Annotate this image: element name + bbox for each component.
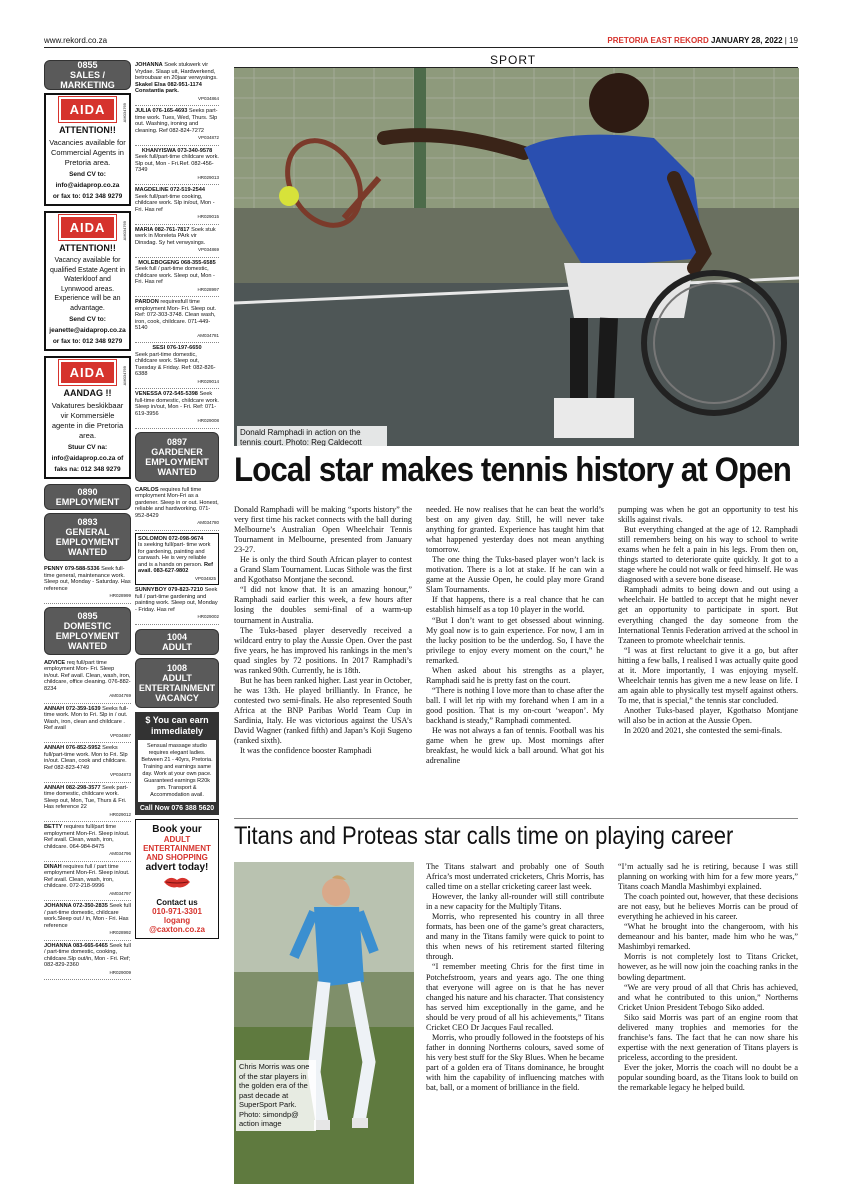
aida-logo: AIDA — [59, 360, 116, 385]
classified-ad-dinah — [44, 862, 131, 902]
ad-email: jeanette@aidaprop.co.za — [49, 327, 126, 334]
classified-ad-julia — [135, 106, 219, 146]
ad-text: Seek part-time domestic, childcare work. Sleep out, Mon, Tue, Thurs & Fri. Has reference 22 — [44, 784, 128, 810]
category-1004: 1004 ADULT — [135, 629, 219, 655]
classifieds-column-1 — [44, 60, 131, 980]
ad-text: Seeks full/part-time work. Mon to Fri. Slp in/out. Clean, cook and childcare. Ref 082-823-4749 — [44, 745, 128, 771]
paragraph: Morris, who proudly followed in the footsteps of his father in donning Northerns colours, saved some of his very best stuff for the Sky Blues. When he became part of a golden era of Titans dominance, he brought with him the capability of influencing matches with bat, ball, or a moment of brilliance in the field. — [426, 1032, 604, 1093]
ad-ref: HR029009 — [109, 969, 131, 975]
paragraph: In 2020 and 2021, she contested the semi-finals. — [624, 726, 783, 736]
ad-ref: AM034796 — [109, 851, 131, 856]
paragraph: “I did not know that. It is an amazing honour,” Ramphadi said earlier this week, a few hours after losing the doubles semi-final of a warm-up tournament in Australia. — [234, 585, 412, 625]
ad-text: Seek full / part-time domestic, childcare work. Sleep out, Mon - Fri. Has ref — [135, 266, 215, 285]
article-column-3 — [618, 505, 798, 736]
ad-heading: AANDAG !! — [63, 388, 112, 398]
cricket-photo — [234, 862, 414, 1184]
ad-text: requiresfull time employment Mon- Fri. Sleep out. Ref: 072-303-3748. Clean wash, iron, cook, childcare. 071-449-5140 — [135, 299, 217, 331]
classified-ad-annah-1 — [44, 704, 131, 744]
paragraph: “I’m actually sad he is retiring, because I was still planning on working with him for a few more years,” Titans coach Mandla Mashimbyi explained. — [618, 862, 798, 892]
paragraph: “What he brought into the changeroom, with his demeanour and his banter, made him who he was,” Mashimbyi remarked. — [618, 922, 798, 952]
paragraph: “There is nothing I love more than to chase after the ball. I will let rip with my forehand when I am in a good position. That is my on-court ‘weapon’. My backhand is steady,” Ramphadi commented. — [426, 685, 604, 725]
classified-ad-carlos — [135, 485, 219, 531]
ad-ref: HR028997 — [197, 286, 219, 292]
classified-ad-solomon — [135, 533, 219, 586]
ad-ref: AM034769 — [109, 693, 131, 698]
ad-heading: ATTENTION!! — [59, 243, 116, 253]
paragraph: Ramphadi admits to being down and out using a wheelchair. He battled to accept that he might never get an opportunity to participate in sport. But everything changed the day someone from the International Tennis Federation arrived at the school in Tzaneen to promote wheelchair tennis. — [618, 585, 798, 645]
ad-text: Seek full/part-time cooking, childcare work. Slp in/out, Mon - Fri. Has ref — [135, 193, 215, 213]
classified-ad-betty — [44, 822, 131, 862]
ad-ref: VP034864 — [197, 95, 219, 101]
ad-ref: VP034869 — [197, 247, 219, 252]
classified-ad-magdeline — [135, 185, 219, 225]
ad-name: DINAH — [44, 863, 62, 870]
ad-name: MARIA 082-761-7817 — [135, 226, 190, 233]
paragraph: Donald Ramphadi will be making “sports history” the very first time his racket connects with the ball during Melbourne’s Australian Open Wheelchair Tennis Tournament in Melbourne, presented from January 23-27. — [234, 505, 412, 555]
ad-email: info@aidaprop.co.za of — [51, 455, 124, 462]
aida-ad-2 — [44, 211, 131, 351]
ad-name: VENESSA 072-545-5398 — [135, 391, 198, 397]
ad-text: Seek full-time domestic, childcare work. Sleep in/out, Mon - Fri. Ref: 071-619-3956 — [135, 391, 219, 417]
ad-text: Soek stuk werk in Moreleta PArk vir Dinsdag. Sy het verwysings. — [135, 226, 216, 246]
classified-ad-johanna — [135, 60, 219, 106]
paragraph: The Tuks-based player deservedly received a wildcard entry to play the Aussie Open. Over the past five years, he has improved his rankings in the men’s quad singles by 72 positions. In 2017 Ramphadi’s was ranked 90th. Currently, he is 18th. — [234, 625, 412, 675]
aida-ad-1 — [44, 93, 131, 206]
ad-text: req full/part time employment Mon- Fri. Sleep in/out. Ref avail. Clean, wash, iron, childcare, office cleaning. 076-882-8234 — [44, 659, 131, 692]
category-1008: 1008 ADULT ENTERTAINMENT VACANCY — [135, 658, 219, 708]
article-divider — [234, 818, 798, 819]
ad-name: PENNY 079-588-5336 — [44, 566, 100, 572]
paragraph: Morris is not completely lost to Titans Cricket, however, as he will now join the coaching ranks in the bowling department. — [618, 952, 798, 982]
paragraph: He is only the third South African player to contest a Grand Slam Tournament. Lucas Sithole was the first and Kgothatso Montjane the second. — [234, 555, 412, 585]
paragraph: Ever the joker, Morris the coach will no doubt be a popular sounding board, as the Titans look to build on the remarkable legacy he helped build. — [618, 1062, 798, 1093]
ad-text: Seek full / part-time gardening and painting work. Sleep out, Monday - Friday. Has ref — [135, 587, 218, 613]
paragraph: It was the confidence booster Ramphadi — [240, 746, 372, 756]
article-headline-2: Titans and Proteas star calls time on playing career — [234, 822, 734, 850]
ad-ref: AM034780 — [197, 520, 219, 525]
classified-ad-khanyiswa — [135, 146, 219, 186]
book-advert-ad — [135, 819, 219, 939]
page-number: 19 — [789, 36, 798, 45]
ad-fax: faks na: 012 348 9279 — [54, 466, 121, 473]
ad-text: Seek full / part-time domestic, childcare work.Sleep out / in, Mon - Fri. Has reference — [44, 903, 131, 929]
ad-ref: VP034872 — [197, 135, 219, 140]
ad-text: Seeks full-time work. Mon to Fri. Slp in / out. Wash, iron, clean and childcare . Ref avail — [44, 705, 129, 731]
ad-ref: HR029012 — [109, 811, 131, 817]
tennis-photo — [234, 68, 799, 446]
ad-name: JOHANNA 083-665-6465 — [44, 942, 108, 949]
ad-ref: HR029015 — [197, 214, 219, 219]
ad-text: Seek part-time domestic, childcare work. Sleep out, Tuesday & Friday. Ref: 082-826-6388 — [135, 351, 216, 377]
ad-phone: Call Now 076 388 5620 — [139, 804, 215, 812]
website-url: www.rekord.co.za — [44, 36, 108, 45]
classified-ad-pardon — [135, 297, 219, 343]
paragraph: “I remember meeting Chris for the first time in Potchefstroom, years and years ago. The one thing that everyone will agree on is that he has never changed his nature and his character. That consistency has served him exceptionally in the game, and he should be very proud of all his achievements,” Titans Cricket CEO Dr Jacques Faul recalled. — [426, 962, 604, 1032]
ad-name: SOLOMON 072-098-9674 — [138, 535, 204, 542]
contact-email-user: logang — [163, 915, 191, 925]
ad-line-2: ADULT ENTERTAINMENT AND SHOPPING — [143, 834, 211, 862]
ad-text: Seek full-time general, maintenance work. Sleep out, Monday - Saturday. Has reference — [44, 566, 131, 592]
paragraph: “We are very proud of all that Chris has achieved, and what he contributed to this union,” Northerns Cricket Union President Tebogo Siko added. — [618, 982, 798, 1012]
category-0895: 0895 DOMESTIC EMPLOYMENT WANTED — [44, 607, 131, 655]
ad-heading: ATTENTION!! — [59, 125, 116, 135]
ad-body: Vacancy available for qualified Estate Agent in Waterkloof and Lynnwood areas. Experience will be an advantage. — [49, 257, 126, 312]
category-0897: 0897 GARDENER EMPLOYMENT WANTED — [135, 432, 219, 482]
header-rule — [44, 47, 798, 48]
article-column-2 — [426, 505, 604, 766]
ad-text: requires full time employment Mon-Fri as a gardener. Sleep in or out. Honest, reliable and hardworking. 071-952-8429 — [135, 486, 219, 519]
paragraph: But he has been ranked higher. Last year in October, he was 13th. He played brilliantly. In France, he contested two semi-finals. He also represented South Africa at the BNP Paribas World Team Cup in Sardinia, Italy. He was victorious against the USA’s David Wagner (ranked fifth) and Japan’s Koji Sugeno (ranked sixth). — [234, 675, 412, 746]
classified-ad-sunnyboy — [135, 585, 219, 625]
ad-name: SESI 076-197-6650 — [152, 345, 202, 351]
ad-text: Seek full/part-time childcare work. Slp out, Mon - Fri.Ref. 082-456-7349 — [135, 154, 219, 173]
ad-text: Is seeking full/part- time work for gardening, painting and carwash. He is very reliable and is a hands on person. — [138, 542, 211, 568]
contact-phone: 010-971-3301 — [152, 906, 202, 916]
ad-text: requires full/part time employment Mon-Fri. Sleep in/out. Ref avail. Clean, wash, iron, childcare. 064-984-8475 — [44, 824, 130, 850]
aida-logo: AIDA — [59, 97, 116, 122]
paragraph: But everything changed at the age of 12. Ramphadi still remembers being on his way to school to write exams when he felt a pain in his legs. From then on, things started to deteriorate quite quickly. It got to a stage where he could not walk or feed himself. He was diagnosed with a severe bone disease. — [618, 525, 798, 585]
paragraph: When asked about his strengths as a player, Ramphadi said he is pretty fast on the court. — [426, 665, 604, 685]
ad-name: MOLEBOGENG 068-355-6585 — [138, 259, 216, 266]
paragraph: needed. He now realises that he can beat the world’s best on any given day. Still, he will never take anything for granted. Experience has taught him that what happened yesterday does not mean anything tomorrow. — [426, 505, 604, 555]
contact-email-domain: @caxton.co.za — [149, 924, 205, 934]
ad-cv-line: Send CV to: — [69, 316, 106, 323]
ad-ref: VP034867 — [109, 732, 131, 738]
paragraph: Another Tuks-based player, Kgothatso Montjane will also be in action at the Aussie Open. — [618, 705, 798, 725]
dollar-icon: $ — [145, 714, 151, 725]
classified-ad-annah-3 — [44, 783, 131, 823]
massage-studio-ad — [135, 712, 219, 815]
ad-fax: or fax to: 012 348 9279 — [52, 193, 123, 200]
ad-name: JOHANNA 072-350-2835 — [44, 903, 108, 909]
classifieds-column-2 — [135, 60, 219, 939]
wheelchair-tennis-image — [234, 68, 799, 446]
ad-body: Vacancies available for Commercial Agents in Pretoria area. — [49, 138, 126, 167]
classified-ad-penny — [44, 564, 131, 604]
article-2-column-2 — [618, 862, 798, 1093]
issue-date: JANUARY 28, 2022 — [710, 36, 783, 45]
classified-ad-advice — [44, 658, 131, 704]
ad-name: MAGDELINE 072-519-2544 — [135, 187, 205, 193]
paragraph: He was not always a fan of tennis. Football was his game when he grew up. Most mornings after breakfast, he would kick a ball around. What got his adrenaline — [426, 726, 604, 766]
article-headline: Local star makes tennis history at Open — [234, 451, 791, 489]
category-0893: 0893 GENERAL EMPLOYMENT WANTED — [44, 513, 131, 561]
ad-name: PARDON — [135, 299, 159, 305]
ad-ref: HR029002 — [197, 614, 219, 619]
ad-headline: $ You can earn immediately — [145, 714, 209, 736]
ad-ref: AM034797 — [109, 890, 131, 896]
ad-name: KHANYISWA 073-340-9578 — [141, 147, 213, 154]
ad-ref: HR029013 — [197, 174, 219, 180]
section-title: SPORT — [490, 53, 537, 67]
ad-name: JOHANNA — [135, 62, 163, 68]
ad-fax: or fax to: 012 348 9279 — [52, 338, 123, 345]
classified-ad-sesi — [135, 343, 219, 389]
ad-name: JULIA 076-165-4693 — [135, 108, 188, 114]
ad-text: Seek full / part-time domestic, cooking, childcare.Slp out/in, Mon - Fri. Ref; 082-829-2360 — [44, 942, 131, 968]
ad-ref: VP034825 — [194, 575, 216, 581]
ad-name: SUNNYBOY 079-823-7210 — [135, 587, 203, 593]
contact-label: Contact us — [156, 897, 198, 907]
paragraph: Morris, who represented his country in all three formats, has been one of the game’s great characters, and many in the Titans family were quick to point to this when news of his retirement started filtering through. — [426, 912, 604, 962]
classified-ad-johanna-1 — [44, 901, 131, 941]
paragraph: pumping was when he got an opportunity to test his skills against rivals. — [618, 505, 798, 525]
cricketer-image — [234, 862, 414, 1184]
ad-ref: HR028999 — [109, 593, 131, 598]
lips-icon — [162, 875, 192, 889]
paragraph: If that happens, there is a real chance that he can establish himself as a top 10 player in the world. — [426, 595, 604, 615]
ad-ref: AM034769 — [122, 366, 127, 386]
ad-line-1: Book your — [152, 823, 202, 835]
ad-contact: Skakel Elsa 082-951-1174 Constantia park. — [135, 81, 202, 94]
paragraph: “But I don’t want to get obsessed about winning. My goal now is to gain experience. For now, I am in the lucky position to be the underdog. So, I have the privilege to enjoy every moment on the court,” he remarked. — [426, 615, 604, 665]
paragraph: The coach pointed out, however, that these decisions are not easy, but he believes Morris can be proud of everything he achieved in his career. — [618, 892, 798, 922]
article-column-1 — [234, 505, 412, 756]
ad-email: info@aidaprop.co.za — [55, 182, 120, 189]
article-2-column-1 — [426, 862, 604, 1093]
ad-ref: HR029014 — [197, 378, 219, 384]
category-0890: 0890 EMPLOYMENT — [44, 484, 131, 510]
classified-ad-annah-2 — [44, 743, 131, 783]
ad-body: Sensual massage studio requires elegant ladies. Between 21 - 40yrs, Pretoria. Training and earnings same day. Work at your own pace. Guaranteed earnings R20k pm. Transport & Accommodation avail. — [138, 740, 216, 802]
ad-cv-line: Send CV to: — [69, 171, 106, 178]
publication-info — [607, 36, 798, 45]
ad-cv-line: Stuur CV na: — [67, 444, 108, 451]
classified-ad-venessa — [135, 389, 219, 429]
ad-ref: AM034769 — [122, 221, 127, 241]
aida-logo: AIDA — [59, 215, 116, 240]
ad-ref: AM034781 — [197, 332, 219, 338]
paragraph: However, the lanky all-rounder will still contribute in a new capacity for the Multiply Titans. — [426, 892, 604, 912]
ad-ref: VP034873 — [109, 772, 131, 777]
ad-text: Seeks part-time work. Tues, Wed, Thurs. Slp out. Washing, ironing and cleaning. Ref 082-824-7272 — [135, 108, 218, 134]
separator: | — [784, 36, 787, 45]
ad-name: ANNAH 082-298-3577 — [44, 784, 101, 791]
ad-name: CARLOS — [135, 486, 159, 493]
ad-text: requires full / part time employment Mon-Fri. Sleep in/out. Ref avail. Clean, wash, iron, childcare. 072-218-9996 — [44, 863, 130, 889]
publication-name: PRETORIA EAST REKORD — [607, 36, 709, 45]
ad-name: ADVICE — [44, 659, 66, 666]
ad-ref: HR028992 — [109, 930, 131, 935]
paragraph: The Titans stalwart and probably one of South Africa’s most underrated cricketers, Chris Morris, has called time on a stellar cricketing career last week. — [426, 862, 604, 892]
ad-name: BETTY — [44, 824, 63, 830]
classified-ad-molebogeng — [135, 258, 219, 298]
ad-contact: Ref avail. 083-627-9802 — [138, 561, 213, 574]
paragraph: Siko said Morris was part of an engine room that delivered many trophies and memories for the franchise’s fans. The fact that he can now share his expertise with the next generation of Titans players is priceless, according to the president. — [618, 1012, 798, 1062]
category-0855: 0855 SALES / MARKETING — [44, 60, 131, 90]
ad-ref: AM034769 — [122, 103, 127, 123]
photo-caption: Chris Morris was one of the star players in the golden era of the past decade at SuperSport Park. Photo: simondp@ action image — [236, 1060, 316, 1131]
ad-name: ANNAH 076-852-5952 — [44, 745, 101, 751]
aida-ad-3 — [44, 356, 131, 479]
ad-text: Soek stukwerk vir Vrydae. Slaap uit, Hardwerkend, betroubaar en 20jaar verwysings. — [135, 62, 218, 81]
paragraph: “I was at first reluctant to give it a go, but after hitting a few balls, I realised I was actually quite good at it. More importantly, I was enjoying myself. Wheelchair tennis has given me a new lease on life. I am again able to physically test myself against others. To me, that is special,” the tennis star concluded. — [618, 645, 798, 705]
ad-line-3: advert today! — [145, 861, 209, 873]
photo-caption: Donald Ramphadi in action on the tennis court. Photo: Reg Caldecott — [237, 426, 387, 446]
classified-ad-johanna-2 — [44, 941, 131, 981]
ad-name: ANNAH 072-359-1639 — [44, 705, 101, 712]
ad-body: Vakatures beskikbaar vir Kommersiële agente in die Pretoria area. — [51, 401, 124, 440]
classified-ad-maria — [135, 225, 219, 258]
paragraph: The one thing the Tuks-based player won’t lack is motivation. There is a lot at stake. If he can win a game at the Aussie Open, he could play more Grand Slam Tournaments. — [426, 555, 604, 595]
ad-ref: HR029008 — [197, 418, 219, 423]
